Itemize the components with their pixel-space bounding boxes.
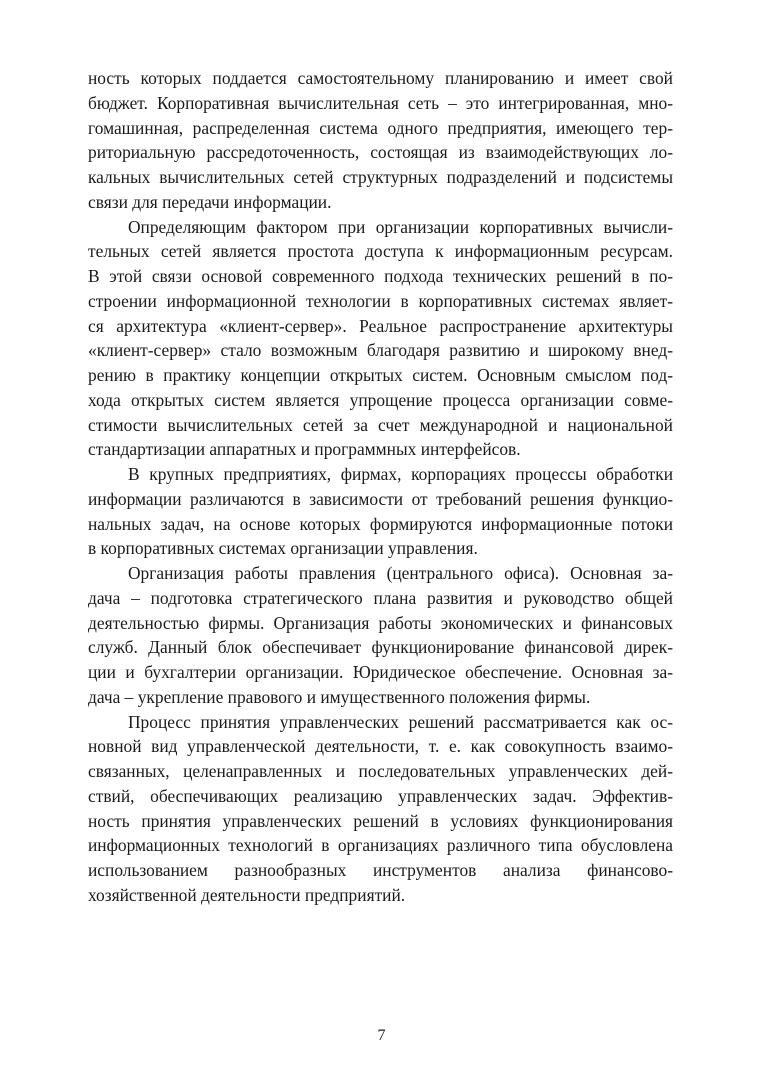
paragraph <box>88 561 673 710</box>
paragraph <box>88 462 673 561</box>
text-line: информационных технологий в организациях различного типа обусловлена <box>88 835 673 856</box>
text-line: хозяйственной деятельности предприятий. <box>88 884 406 905</box>
text-line: служб. Данный блок обеспечивает функционирование финансовой дирек- <box>88 637 673 658</box>
text-line: ность которых поддается самостоятельному планированию и имеет свой <box>88 68 673 88</box>
page-number: 7 <box>377 1027 386 1044</box>
text-line: ствий, обеспечивающих реализацию управленческих задач. Эффектив- <box>88 785 673 806</box>
text-line: дача – укрепление правового и имущественного положения фирмы. <box>88 686 591 707</box>
paragraph <box>88 66 673 215</box>
text-line: В этой связи основой современного подхода технических решений в по- <box>88 266 673 286</box>
text-line: ции и бухгалтерии организации. Юридическое обеспечение. Основная за- <box>88 662 673 682</box>
text-line: информации различаются в зависимости от требований решения функцио- <box>88 488 673 509</box>
text-line: ность принятия управленческих решений в условиях функционирования <box>88 810 673 831</box>
text-line: Процесс принятия управленческих решений рассматривается как ос- <box>128 711 673 732</box>
text-line: В крупных предприятиях, фирмах, корпорациях процессы обработки <box>128 464 673 484</box>
text-line: тельных сетей является простота доступа к информационным ресурсам. <box>88 241 673 262</box>
text-line: Организация работы правления (центрального офиса). Основная за- <box>128 563 673 583</box>
text-line: нальных задач, на основе которых формируются информационные потоки <box>88 513 673 534</box>
text-line: стимости вычислительных сетей за счет международной и национальной <box>88 414 673 435</box>
text-line: связанных, целенаправленных и последовательных управленческих дей- <box>88 761 673 781</box>
text-line: деятельностью фирмы. Организация работы экономических и финансовых <box>88 612 673 633</box>
text-line: Определяющим фактором при организации корпоративных вычисли- <box>128 216 673 237</box>
text-line: кальных вычислительных сетей структурных подразделений и подсистемы <box>88 167 673 187</box>
text-line: в корпоративных системах организации управления. <box>88 538 478 559</box>
text-line: хода открытых систем является упрощение процесса организации совме- <box>88 389 673 410</box>
text-line: новной вид управленческой деятельности, т. е. как совокупность взаимо- <box>88 736 673 757</box>
text-line: стандартизации аппаратных и программных интерфейсов. <box>88 439 521 460</box>
page-body <box>88 66 673 908</box>
text-line: гомашинная, распределенная система одного предприятия, имеющего тер- <box>88 117 673 138</box>
paragraph <box>88 710 673 908</box>
text-line: «клиент-сервер» стало возможным благодаря развитию и широкому внед- <box>88 340 673 361</box>
text-line: бюджет. Корпоративная вычислительная сеть – это интегрированная, мно- <box>88 92 673 113</box>
text-line: рению в практику концепции открытых систем. Основным смыслом под- <box>88 365 673 385</box>
text-line: связи для передачи информации. <box>88 191 332 212</box>
text-line: дача – подготовка стратегического плана развития и руководство общей <box>88 587 673 608</box>
text-line: строении информационной технологии в корпоративных системах являет- <box>88 290 673 311</box>
paragraph <box>88 215 673 463</box>
text-line: риториальную рассредоточенность, состоящая из взаимодействующих ло- <box>88 142 673 163</box>
text-line: использованием разнообразных инструментов анализа финансово- <box>88 860 673 880</box>
text-line: ся архитектура «клиент-сервер». Реальное распространение архитектуры <box>88 315 673 336</box>
